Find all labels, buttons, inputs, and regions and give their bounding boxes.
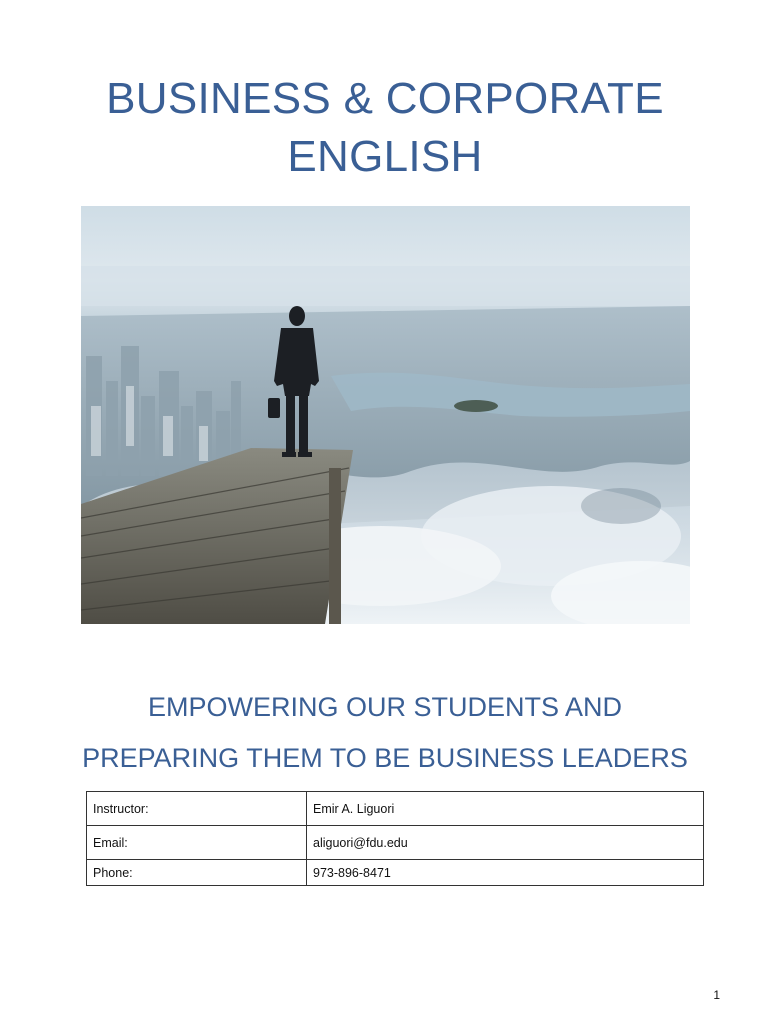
document-title — [0, 70, 770, 186]
table-row — [87, 860, 704, 886]
instructor-value: Emir A. Liguori — [307, 792, 704, 826]
page-number: 1 — [713, 988, 720, 1002]
email-label: Email: — [87, 826, 307, 860]
table-row — [87, 792, 704, 826]
email-value: aliguori@fdu.edu — [307, 826, 704, 860]
phone-label: Phone: — [87, 860, 307, 886]
table-row — [87, 826, 704, 860]
subtitle-line-1: EMPOWERING OUR STUDENTS AND — [147, 692, 623, 722]
cover-image — [81, 206, 690, 624]
title-line-2: ENGLISH — [287, 132, 483, 181]
contact-table — [86, 791, 704, 886]
subtitle-line-2: PREPARING THEM TO BE BUSINESS LEADERS — [82, 743, 688, 773]
instructor-label: Instructor: — [87, 792, 307, 826]
title-line-1: BUSINESS & CORPORATE — [106, 74, 664, 123]
phone-value: 973-896-8471 — [307, 860, 704, 886]
